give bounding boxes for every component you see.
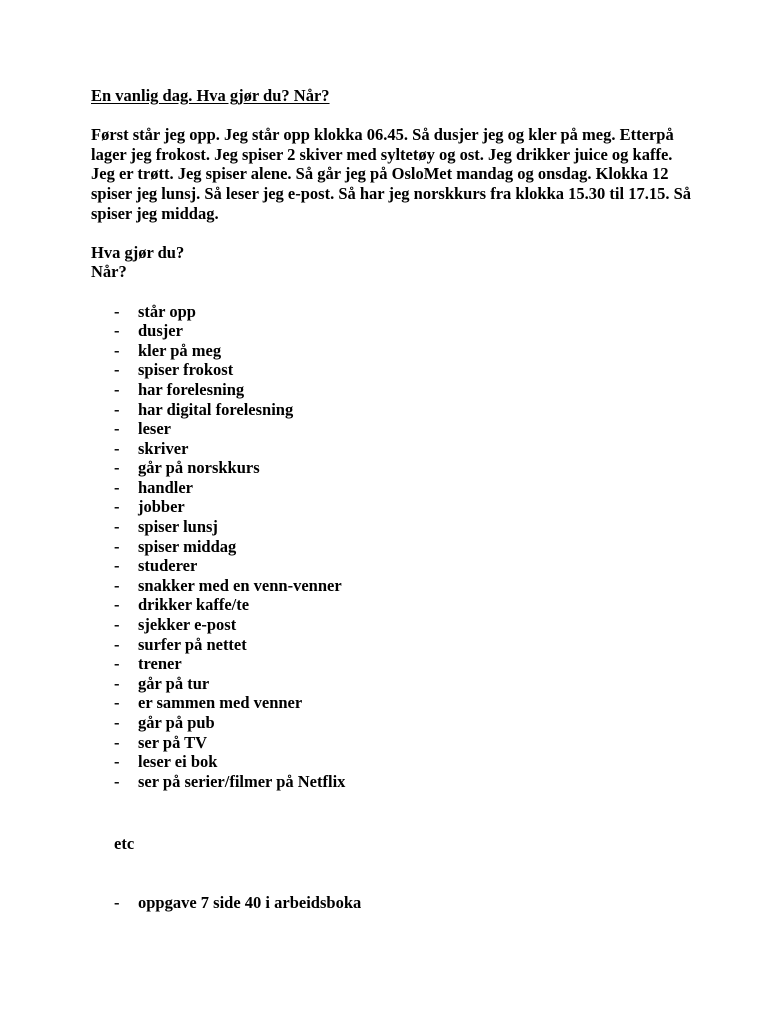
activity-text: leser: [138, 419, 171, 439]
activity-text: ser på TV: [138, 732, 208, 752]
dash-marker: -: [114, 536, 120, 556]
activity-item: [91, 341, 711, 361]
dash-marker: -: [114, 301, 120, 321]
activity-text: surfer på nettet: [138, 634, 247, 654]
dash-marker: -: [114, 556, 120, 576]
activity-text: handler: [138, 477, 194, 497]
dash-marker: -: [114, 615, 120, 635]
activity-item: [91, 321, 711, 341]
dash-marker: -: [114, 399, 120, 419]
activity-text: går på tur: [138, 673, 210, 693]
activity-text: spiser middag: [138, 536, 237, 556]
dash-marker: -: [114, 654, 120, 674]
document-title: En vanlig dag. Hva gjør du? Når?: [91, 86, 330, 105]
activity-text: leser ei bok: [138, 752, 218, 772]
dash-marker: -: [114, 321, 120, 341]
dash-marker: -: [114, 438, 120, 458]
activity-text: studerer: [138, 556, 198, 576]
dash-marker: -: [114, 713, 120, 732]
activity-item: [91, 615, 711, 635]
task-text: oppgave 7 side 40 i arbeidsboka: [138, 892, 362, 912]
activity-item: [91, 360, 711, 380]
dash-marker: -: [114, 752, 120, 772]
dash-marker: -: [114, 379, 120, 399]
activity-text: snakker med en venn-venner: [138, 575, 342, 595]
dash-marker: -: [114, 732, 120, 752]
dash-marker: -: [114, 892, 120, 912]
activity-item: [91, 380, 711, 400]
activity-text: går på norskkurs: [138, 458, 260, 478]
activity-item: [91, 772, 711, 792]
question-when: Når?: [91, 262, 127, 282]
activity-item: [91, 497, 711, 517]
dash-marker: -: [114, 595, 120, 615]
activity-list: [91, 302, 711, 792]
dash-marker: -: [114, 419, 120, 439]
intro-paragraph: Først står jeg opp. Jeg står opp klokka 06.45. Så dusjer jeg og kler på meg. Etterpå lager jeg frokost. Jeg spiser 2 skiver med syltetøy og ost. Jeg drikker juice og kaffe. Jeg er trøtt. Jeg spiser alene. Så går jeg på OsloMet mandag og onsdag. Klokka 12 spiser jeg lunsj. Så leser jeg e-post. Så har jeg norskkurs fra klokka 15.30 til 17.15. Så spiser jeg middag.: [91, 125, 691, 223]
etc-text: etc: [114, 834, 135, 854]
activity-text: jobber: [138, 497, 185, 517]
dash-marker: -: [114, 340, 120, 360]
task-item: [91, 893, 711, 913]
dash-marker: -: [114, 693, 120, 713]
activity-text: trener: [138, 654, 182, 674]
activity-item: [91, 674, 711, 694]
activity-item: [91, 733, 711, 753]
activity-item: [91, 478, 711, 498]
dash-marker: -: [114, 771, 120, 791]
activity-item: [91, 556, 711, 576]
activity-item: [91, 713, 711, 733]
activity-item: [91, 517, 711, 537]
dash-marker: -: [114, 673, 120, 693]
document-page: [91, 86, 711, 913]
activity-text: skriver: [138, 438, 189, 458]
activity-text: ser på serier/filmer på Netflix: [138, 771, 346, 791]
activity-item: [91, 595, 711, 615]
task-list: [91, 893, 711, 913]
activity-item: [91, 693, 711, 713]
activity-text: har digital forelesning: [138, 399, 294, 419]
dash-marker: -: [114, 360, 120, 380]
activity-item: [91, 654, 711, 674]
activity-text: kler på meg: [138, 340, 222, 360]
activity-text: har forelesning: [138, 379, 245, 399]
activity-text: spiser frokost: [138, 360, 234, 380]
activity-text: står opp: [138, 301, 196, 321]
activity-item: [91, 752, 711, 772]
activity-text: går på pub: [138, 713, 215, 732]
dash-marker: -: [114, 497, 120, 517]
dash-marker: -: [114, 517, 120, 537]
activity-item: [91, 576, 711, 596]
activity-item: [91, 537, 711, 557]
dash-marker: -: [114, 477, 120, 497]
activity-item: [91, 302, 711, 322]
dash-marker: -: [114, 634, 120, 654]
activity-text: spiser lunsj: [138, 517, 218, 537]
activity-text: er sammen med venner: [138, 693, 303, 713]
activity-text: drikker kaffe/te: [138, 595, 250, 615]
activity-item: [91, 458, 711, 478]
questions-block: [91, 243, 711, 282]
question-what: Hva gjør du?: [91, 242, 185, 262]
activity-text: sjekker e-post: [138, 615, 237, 635]
activity-item: [91, 439, 711, 459]
activity-item: [91, 400, 711, 420]
activity-item: [91, 419, 711, 439]
activity-text: dusjer: [138, 321, 183, 341]
dash-marker: -: [114, 458, 120, 478]
dash-marker: -: [114, 575, 120, 595]
activity-item: [91, 635, 711, 655]
